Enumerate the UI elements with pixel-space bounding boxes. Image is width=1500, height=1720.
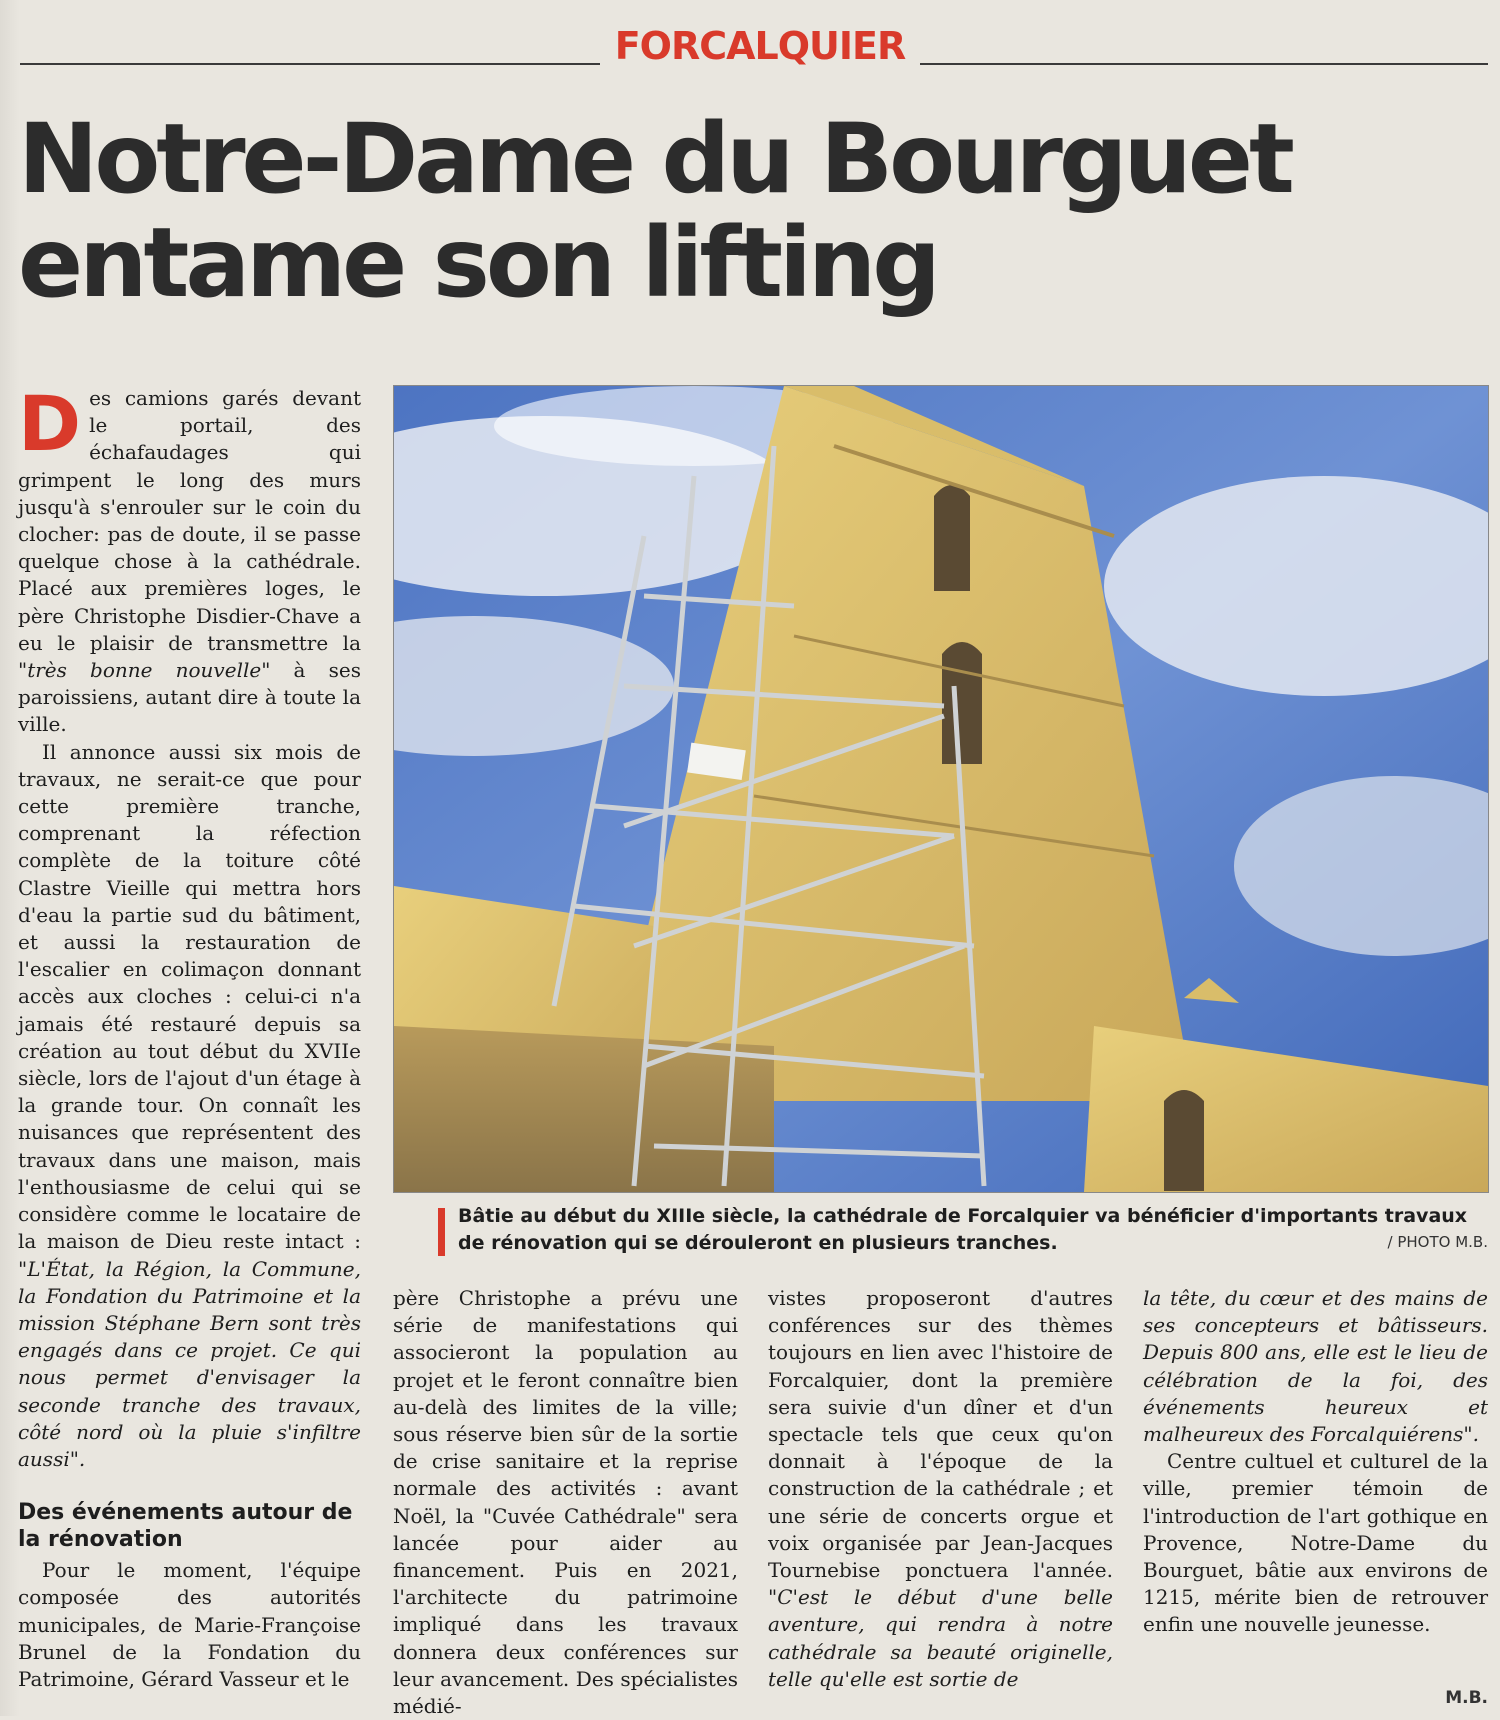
section-label: FORCALQUIER — [614, 24, 906, 68]
article-column-3 — [768, 1285, 1113, 1693]
lead-text: es camions garés devant le portail, des échafaudages qui grimpent le long des murs jusqu'à s'enrouler sur le coin du clocher: pas de doute, il se passe quelque chose à la cathédrale. Placé aux premières loges, le père Christophe Disdier-Chave a eu le plaisir de transmettre la — [18, 386, 361, 655]
lead-paragraph — [18, 379, 361, 739]
column-3-paragraph — [768, 1285, 1113, 1693]
section-rule-left — [20, 63, 600, 65]
headline: Notre-Dame du Bourguet entame son lifting — [18, 103, 1291, 319]
paragraph-2 — [18, 739, 361, 1473]
closing-paragraph: Centre cultuel et culturel de la ville, premier témoin de l'introduction de l'art gothique en Provence, Notre-Dame du Bourguet, bâtie aux environs de 1215, mérite bien de retrouver enfin une nouvelle jeunesse. — [1143, 1449, 1488, 1637]
photo-caption: Bâtie au début du XIIIe siècle, la cathédrale de Forcalquier va bénéficier d'importants travaux de rénovation qui se dérouleront en plusieurs tranches. — [458, 1205, 1468, 1254]
article-column-4 — [1143, 1285, 1488, 1639]
column-4-quote-paragraph — [1143, 1285, 1488, 1448]
paragraph-2-text: Il annonce aussi six mois de travaux, ne serait-ce que pour cette première tranche, comprenant la réfection complète de la toiture côté Clastre Vieille qui mettra hors d'eau la partie sud du bâtiment, et aussi la restauration de l'escalier en colimaçon donnant accès aux cloches : celui-ci n'a jamais été restauré depuis sa création au tout début du XVIIe siècle, lors de l'ajout d'un étage à la grande tour. On connaît les nuisances que représentent des travaux dans une maison, mais l'enthousiasme de celui qui se considère comme le locataire de la maison de Dieu reste intact : — [18, 739, 361, 1254]
cathedral-photo — [393, 385, 1489, 1193]
author-signature: M.B. — [1445, 1688, 1488, 1708]
column-2-text: père Christophe a prévu une série de manifestations qui associeront la population au projet et le feront connaître bien au-delà des limites de la ville; sous réserve bien sûr de la sortie de crise sanitaire et la reprise normale des activités : avant Noël, la "Cuvée Cathédrale" sera lancée pour aider au financement. Puis en 2021, l'architecte du patrimoine impliqué dans les travaux donnera deux conférences sur leur avancement. Des spécialistes médié- — [393, 1286, 738, 1719]
column-3-quote: "C'est le début d'une belle aventure, qui rendra à notre cathédrale sa beauté originelle, telle qu'elle est sortie de — [768, 1585, 1113, 1691]
lead-text-end: à ses paroissiens, autant dire à toute la ville. — [18, 658, 361, 737]
paragraph-3: Pour le moment, l'équipe composée des autorités municipales, de Marie-Françoise Brunel de la Fondation du Patrimoine, Gérard Vasseur et le — [18, 1558, 361, 1691]
previous-page-bleed — [0, 0, 20, 1716]
drop-cap: D — [18, 379, 82, 468]
section-rule-right — [920, 63, 1488, 65]
article-column-2 — [393, 1285, 738, 1720]
column-4-quote: la tête, du cœur et des mains de ses concepteurs et bâtisseurs. Depuis 800 ans, elle est le lieu de célébration de la foi, des événements heureux et malheureux des Forcalquiérens". — [1143, 1286, 1488, 1447]
caption-accent-bar — [438, 1208, 445, 1256]
lead-quote: "très bonne nouvelle" — [18, 658, 271, 683]
subheading: Des événements autour de la rénovation — [18, 1500, 353, 1553]
column-3-text: vistes proposeront d'autres conférences sur des thèmes toujours en lien avec l'histoire de Forcalquier, dont la première sera suivie d'un dîner et d'un spectacle tels que ceux qu'on donnait à l'époque de la construction de la cathédrale ; et une série de concerts orgue et voix organisée par Jean-Jacques Tournebise ponctuera l'année. — [768, 1286, 1113, 1583]
paragraph-2-quote: "L'État, la Région, la Commune, la Fondation du Patrimoine et la mission Stéphane Bern sont très engagés dans ce projet. Ce qui nous permet d'envisager la seconde tranche des travaux, côté nord où la pluie s'infiltre aussi". — [18, 1256, 361, 1471]
article-column-1 — [18, 379, 361, 1693]
photo-credit: / PHOTO M.B. — [1387, 1233, 1488, 1251]
cathedral-tower-illustration — [394, 386, 1488, 1192]
